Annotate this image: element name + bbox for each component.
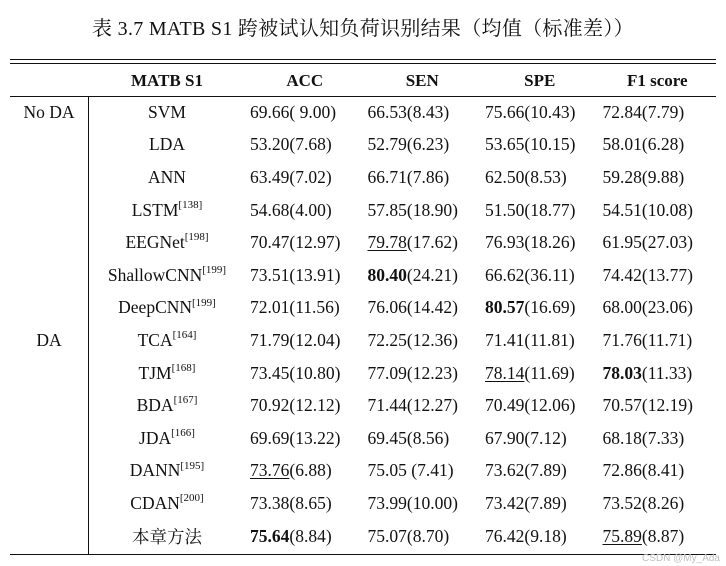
method-name: SVM [148, 101, 186, 122]
citation-ref: [166] [171, 426, 195, 439]
metric-cell: 66.53(8.43) [367, 101, 450, 122]
metric-cell: 72.25(12.36) [367, 329, 458, 350]
metric-cell: 71.44(12.27) [367, 395, 458, 416]
metric-cell: 70.92(12.12) [250, 395, 341, 416]
row-group [10, 422, 88, 455]
metric-cell: 78.14(11.69) [485, 362, 575, 383]
row-group [10, 487, 88, 520]
metric-cell: 63.49(7.02) [250, 166, 332, 187]
method-name: ANN [148, 166, 186, 187]
metric-cell: 73.99(10.00) [367, 492, 458, 513]
metric-cell: 72.01(11.56) [250, 297, 340, 318]
metric-cell: 68.18(7.33) [602, 427, 685, 448]
table-row [10, 292, 716, 325]
row-group: No DA [23, 101, 75, 122]
metric-cell: 75.89(8.87) [602, 525, 685, 546]
citation-ref: [164] [172, 329, 197, 342]
metric-cell: 72.86(8.41) [602, 460, 685, 481]
second-value: 79.78 [367, 232, 407, 253]
header-spe: SPE [524, 70, 556, 90]
method-name: TJM [138, 362, 172, 383]
metric-cell: 53.20(7.68) [250, 134, 332, 155]
citation-ref: [198] [184, 231, 209, 244]
table-row [10, 487, 716, 520]
row-method [88, 357, 246, 390]
row-group [10, 129, 88, 162]
row-group [10, 292, 88, 325]
method-name: ShallowCNN [107, 264, 203, 285]
row-method [88, 194, 246, 227]
row-method [88, 129, 246, 162]
method-name: TCA [137, 329, 173, 350]
header-row [10, 65, 716, 96]
row-group [10, 226, 88, 259]
metric-cell: 70.57(12.19) [602, 395, 693, 416]
citation-ref: [168] [171, 361, 196, 374]
best-value: 75.64 [250, 525, 290, 546]
metric-cell: 73.76(6.88) [250, 460, 332, 481]
metric-cell: 80.40(24.21) [367, 264, 458, 285]
table-row [10, 520, 716, 553]
table-caption: 表 3.7 MATB S1 跨被试认知负荷识别结果（均值（标准差）） [92, 18, 634, 40]
metric-cell: 54.68(4.00) [250, 199, 332, 220]
bottom-rule [10, 554, 716, 555]
metric-cell: 69.69(13.22) [250, 427, 341, 448]
watermark: CSDN @My_Ada [642, 553, 720, 564]
metric-cell: 76.93(18.26) [485, 232, 576, 253]
metric-cell: 70.49(12.06) [485, 395, 576, 416]
metric-cell: 73.42(7.89) [485, 492, 567, 513]
row-group [10, 194, 88, 227]
header-acc: ACC [286, 70, 324, 90]
header-sen: SEN [405, 70, 439, 90]
row-group [10, 455, 88, 488]
metric-cell: 73.38(8.65) [250, 492, 332, 513]
metric-cell: 58.01(6.28) [602, 134, 685, 155]
row-method [88, 259, 246, 292]
table-row [10, 324, 716, 357]
table-row [10, 422, 716, 455]
row-method [88, 292, 246, 325]
method-name: LDA [149, 134, 185, 155]
metric-cell: 75.07(8.70) [367, 525, 450, 546]
metric-cell: 73.52(8.26) [602, 492, 685, 513]
row-method [88, 161, 246, 194]
metric-cell: 78.03(11.33) [602, 362, 693, 383]
table-row [10, 259, 716, 292]
metric-cell: 79.78(17.62) [367, 232, 458, 253]
row-method [88, 487, 246, 520]
table-row [10, 226, 716, 259]
table-row [10, 357, 716, 390]
best-value: 78.03 [602, 362, 642, 383]
method-name: DeepCNN [118, 297, 193, 318]
header-group [10, 65, 88, 96]
row-group [10, 389, 88, 422]
metric-cell: 70.47(12.97) [250, 232, 341, 253]
citation-ref: [195] [180, 459, 205, 472]
citation-ref: [167] [173, 394, 198, 407]
row-method [88, 389, 246, 422]
method-name: DANN [129, 460, 181, 481]
row-method [88, 422, 246, 455]
metric-cell: 71.79(12.04) [250, 329, 341, 350]
metric-cell: 76.06(14.42) [367, 297, 458, 318]
metric-cell: 69.66( 9.00) [250, 101, 337, 122]
metric-cell: 68.00(23.06) [602, 297, 693, 318]
table-row [10, 389, 716, 422]
metric-cell: 66.62(36.11) [485, 264, 575, 285]
row-method [88, 455, 246, 488]
method-name: 本章方法 [132, 526, 202, 547]
metric-cell: 73.62(7.89) [485, 460, 567, 481]
metric-cell: 77.09(12.23) [367, 362, 458, 383]
metric-cell: 54.51(10.08) [602, 199, 693, 220]
row-method [88, 96, 246, 129]
metric-cell: 72.84(7.79) [602, 101, 685, 122]
citation-ref: [200] [179, 492, 204, 505]
metric-cell: 75.05 (7.41) [367, 460, 454, 481]
method-name: CDAN [130, 492, 180, 513]
metric-cell: 51.50(18.77) [485, 199, 576, 220]
metric-cell: 66.71(7.86) [367, 166, 450, 187]
metric-cell: 62.50(8.53) [485, 166, 567, 187]
top-rule [10, 59, 716, 60]
metric-cell: 74.42(13.77) [602, 264, 693, 285]
method-name: BDA [136, 395, 174, 416]
metric-cell: 67.90(7.12) [485, 427, 567, 448]
row-group [10, 259, 88, 292]
metric-cell: 73.45(10.80) [250, 362, 341, 383]
table-row [10, 455, 716, 488]
row-group [10, 357, 88, 390]
citation-ref: [199] [202, 263, 227, 276]
metric-cell: 52.79(6.23) [367, 134, 450, 155]
method-name: EEGNet [125, 232, 185, 253]
header-f1: F1 score [626, 70, 688, 90]
metric-cell: 61.95(27.03) [602, 232, 693, 253]
row-method [88, 324, 246, 357]
best-value: 80.40 [367, 264, 407, 285]
citation-ref: [199] [192, 296, 216, 309]
table-row [10, 161, 716, 194]
metric-cell: 53.65(10.15) [485, 134, 576, 155]
header-method: MATB S1 [131, 70, 203, 90]
metric-cell: 69.45(8.56) [367, 427, 450, 448]
method-name: JDA [139, 427, 172, 448]
method-name: LSTM [131, 199, 179, 220]
row-method [88, 520, 246, 553]
metric-cell: 59.28(9.88) [602, 166, 685, 187]
row-method [88, 226, 246, 259]
row-group: DA [36, 329, 62, 350]
metric-cell: 71.76(11.71) [602, 329, 693, 350]
best-value: 80.57 [485, 297, 525, 318]
second-value: 73.76 [250, 460, 290, 481]
metric-cell: 71.41(11.81) [485, 329, 575, 350]
results-table [10, 65, 716, 552]
metric-cell: 75.64(8.84) [250, 525, 332, 546]
table-row [10, 96, 716, 129]
metric-cell: 57.85(18.90) [367, 199, 458, 220]
metric-cell: 76.42(9.18) [485, 525, 567, 546]
second-value: 78.14 [485, 362, 525, 383]
row-group [10, 161, 88, 194]
table-row [10, 194, 716, 227]
metric-cell: 80.57(16.69) [485, 297, 576, 318]
second-value: 75.89 [602, 525, 642, 546]
metric-cell: 73.51(13.91) [250, 264, 341, 285]
row-group [10, 520, 88, 553]
table-row [10, 129, 716, 162]
metric-cell: 75.66(10.43) [485, 101, 576, 122]
citation-ref: [138] [178, 198, 203, 211]
